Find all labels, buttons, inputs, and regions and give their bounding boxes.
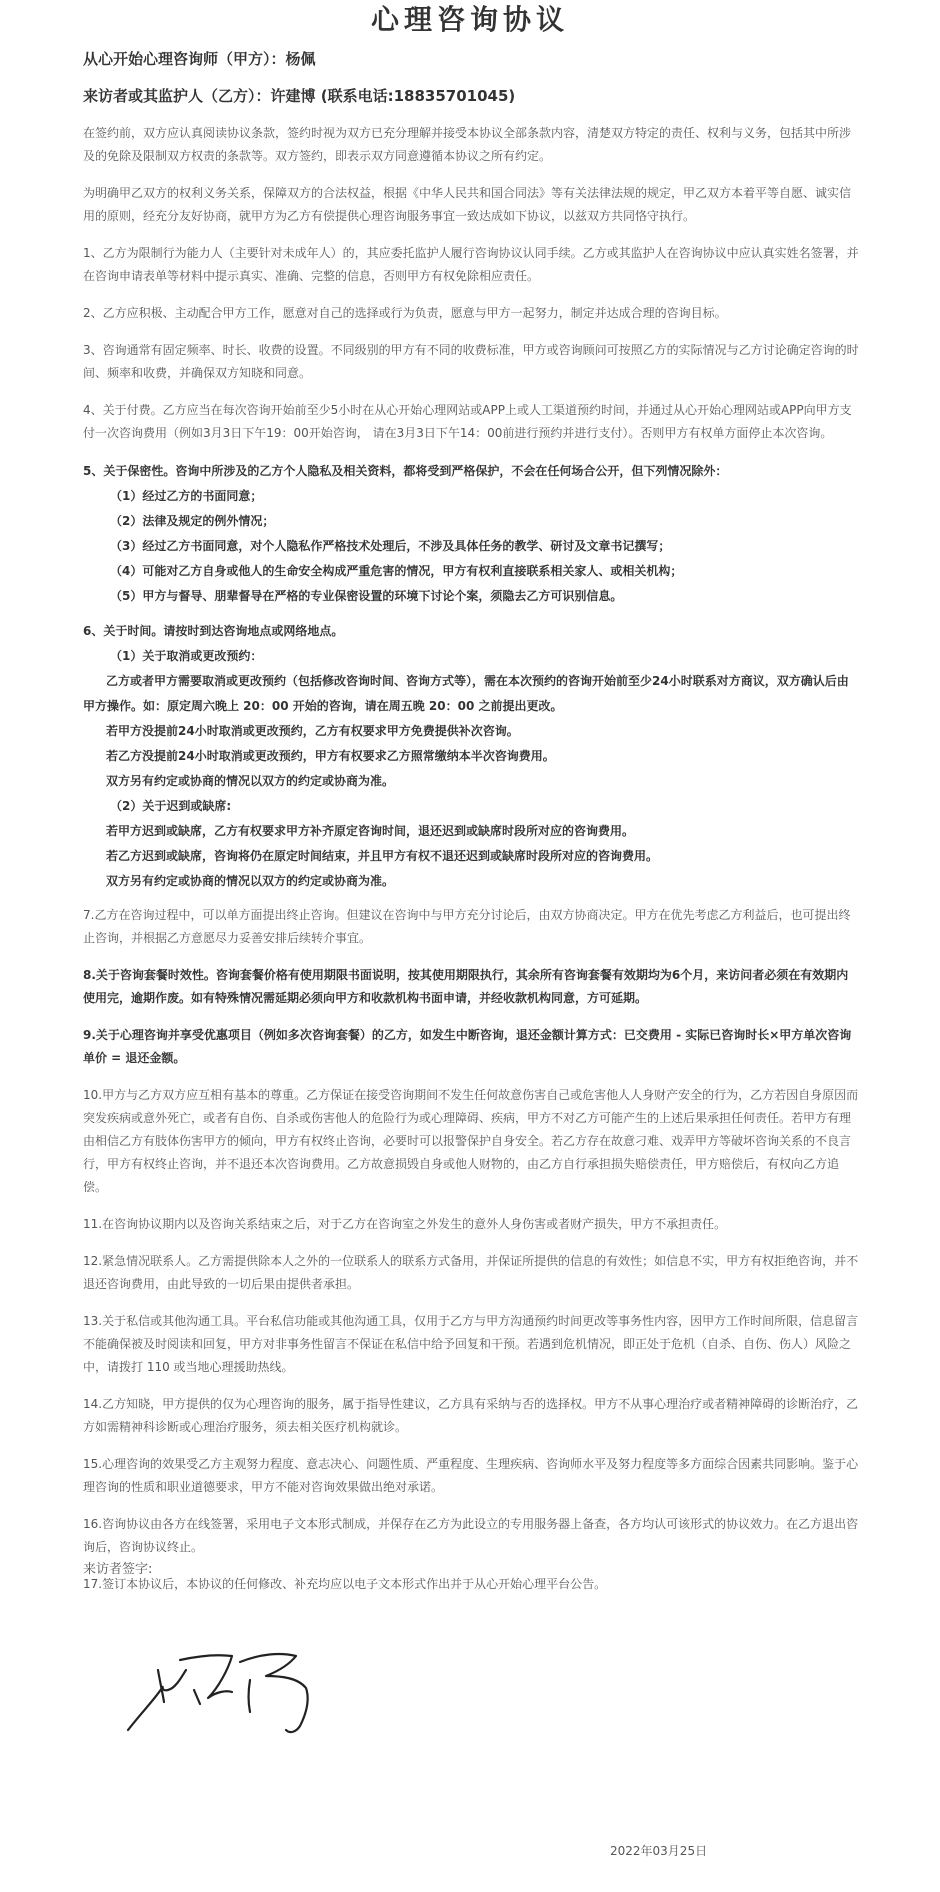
signature-label: 来访者签字: — [83, 1562, 153, 1577]
clause-17: 17.签订本协议后，本协议的任何修改、补充均应以电子文本形式作出并于从心开始心理平台公告。 — [83, 1577, 607, 1591]
clause-6-head: 6、关于时间。请按时到达咨询地点或网络地点。 — [83, 624, 344, 638]
clause-5-item: （1）经过乙方的书面同意； — [110, 489, 263, 503]
clause-5-head: 5、关于保密性。咨询中所涉及的乙方个人隐私及相关资料，都将受到严格保护，不会在任何场合公开，但下列情况除外： — [83, 464, 728, 478]
clause-5-item: （4）可能对乙方自身或他人的生命安全构成严重危害的情况，甲方有权利直接联系相关家人、或相关机构； — [110, 564, 683, 578]
clause-6-sub-cancel: （1）关于取消或更改预约： — [110, 649, 263, 663]
sign-date: 2022年03月25日 — [610, 1844, 708, 1858]
clause-11: 11.在咨询协议期内以及咨询关系结束之后，对于乙方在咨询室之外发生的意外人身伤害或者财产损失，甲方不承担责任。 — [83, 1217, 727, 1231]
clause-15: 15.心理咨询的效果受乙方主观努力程度、意志决心、问题性质、严重程度、生理疾病、咨询师水平及努力程度等多方面综合因素共同影响。鉴于心理咨询的性质和职业道德要求，甲方不能对咨询效果做出绝对承诺。 — [83, 1457, 859, 1494]
clause-6-late-line: 若乙方迟到或缺席，咨询将仍在原定时间结束，并且甲方有权不退还迟到或缺席时段所对应的咨询费用。 — [106, 849, 659, 863]
clause-6-late-line: 若甲方迟到或缺席，乙方有权要求甲方补齐原定咨询时间，退还迟到或缺席时段所对应的咨询费用。 — [106, 824, 635, 838]
clause-12: 12.紧急情况联系人。乙方需提供除本人之外的一位联系人的联系方式备用，并保证所提供的信息的有效性；如信息不实，甲方有权拒绝咨询，并不退还咨询费用，由此导致的一切后果由提供者承担。 — [83, 1254, 859, 1291]
handwritten-signature — [120, 1630, 330, 1740]
intro-paragraph: 在签约前，双方应认真阅读协议条款，签约时视为双方已充分理解并接受本协议全部条款内容，清楚双方特定的责任、权利与义务，包括其中所涉及的免除及限制双方权责的条款等。双方签约，即表示双方同意遵循本协议之所有约定。 — [83, 126, 852, 163]
clause-2: 2、乙方应积极、主动配合甲方工作，愿意对自己的选择或行为负责，愿意与甲方一起努力，制定并达成合理的咨询目标。 — [83, 306, 727, 320]
clause-1: 1、乙方为限制行为能力人（主要针对未成年人）的，其应委托监护人履行咨询协议认同手续。乙方或其监护人在咨询协议中应认真实姓名签署，并在咨询申请表单等材料中提示真实、准确、完整的信息，否则甲方有权免除相应责任。 — [83, 246, 859, 283]
agreement-body — [83, 48, 859, 1610]
clause-5-item: （5）甲方与督导、朋辈督导在严格的专业保密设置的环境下讨论个案，须隐去乙方可识别信息。 — [110, 589, 623, 603]
clause-6 — [83, 619, 859, 894]
clause-13: 13.关于私信或其他沟通工具。平台私信功能或其他沟通工具，仅用于乙方与甲方沟通预约时间更改等事务性内容，因甲方工作时间所限，信息留言不能确保被及时阅读和回复，甲方对非事务性留言不保证在私信中给予回复和干预。若遇到危机情况，即正处于危机（自杀、自伤、伤人）风险之中，请拨打 110 或当地心理援助热线。 — [83, 1314, 859, 1374]
clause-14: 14.乙方知晓，甲方提供的仅为心理咨询的服务，属于指导性建议，乙方具有采纳与否的选择权。甲方不从事心理治疗或者精神障碍的诊断治疗，乙方如需精神科诊断或心理治疗服务，须去相关医疗机构就诊。 — [83, 1397, 859, 1434]
clause-16: 16.咨询协议由各方在线签署，采用电子文本形式制成，并保存在乙方为此设立的专用服务器上备查，各方均认可该形式的协议效力。在乙方退出咨询后，咨询协议终止。 — [83, 1517, 859, 1554]
party-a: 从心开始心理咨询师（甲方）：杨佩 — [83, 50, 316, 68]
clause-5 — [83, 459, 859, 609]
clause-6-cancel-line: 若乙方没提前24小时取消或更改预约，甲方有权要求乙方照常缴纳本半次咨询费用。 — [106, 749, 555, 763]
page-title: 心理咨询协议 — [370, 3, 569, 36]
clause-6-cancel-text: 乙方或者甲方需要取消或更改预约（包括修改咨询时间、咨询方式等），需在本次预约的咨询开始前至少24小时联系对方商议，双方确认后由甲方操作。如：原定周六晚上 20：00 开始的咨询，请在周五晚 20：00 之前提出更改。 — [83, 674, 849, 713]
clause-3: 3、咨询通常有固定频率、时长、收费的设置。不同级别的甲方有不同的收费标准，甲方或咨询顾问可按照乙方的实际情况与乙方讨论确定咨询的时间、频率和收费，并确保双方知晓和同意。 — [83, 343, 859, 380]
clause-4: 4、关于付费。乙方应当在每次咨询开始前至少5小时在从心开始心理网站或APP上或人工渠道预约时间，并通过从心开始心理网站或APP向甲方支付一次咨询费用（例如3月3日下午19：00开始咨询， 请在3月3日下午14：00前进行预约并进行支付）。否则甲方有权单方面停止本次咨询。 — [83, 403, 852, 440]
clause-9: 9.关于心理咨询并享受优惠项目（例如多次咨询套餐）的乙方，如发生中断咨询，退还金额计算方式：已交费用 - 实际已咨询时长×甲方单次咨询单价 = 退还金额。 — [83, 1028, 852, 1065]
clause-6-late-line: 双方另有约定或协商的情况以双方的约定或协商为准。 — [106, 874, 395, 888]
clause-6-sub-late: （2）关于迟到或缺席: — [110, 799, 232, 813]
party-b: 来访者或其监护人（乙方）：许建博 (联系电话:18835701045) — [83, 87, 516, 105]
intro-paragraph: 为明确甲乙双方的权利义务关系，保障双方的合法权益，根据《中华人民共和国合同法》等有关法律法规的规定，甲乙双方本着平等自愿、诚实信用的原则，经充分友好协商，就甲方为乙方有偿提供心理咨询服务事宜一致达成如下协议，以兹双方共同恪守执行。 — [83, 186, 852, 223]
clause-6-cancel-line: 双方另有约定或协商的情况以双方的约定或协商为准。 — [106, 774, 395, 788]
clause-5-item: （2）法律及规定的例外情况； — [110, 514, 275, 528]
clause-6-cancel-line: 若甲方没提前24小时取消或更改预约，乙方有权要求甲方免费提供补次咨询。 — [106, 724, 519, 738]
clause-10: 10.甲方与乙方双方应互相有基本的尊重。乙方保证在接受咨询期间不发生任何故意伤害自己或危害他人人身财产安全的行为，乙方若因自身原因而突发疾病或意外死亡，或者有自伤、自杀或伤害他人的危险行为或心理障碍、疾病，甲方不对乙方可能产生的上述后果承担任何责任。若甲方有理由相信乙方有肢体伤害甲方的倾向，甲方有权终止咨询，必要时可以报警保护自身安全。若乙方存在故意刁难、戏弄甲方等破坏咨询关系的不良言行，甲方有权终止咨询，并不退还本次咨询费用。乙方故意损毁自身或他人财物的，由乙方自行承担损失赔偿责任，甲方赔偿后，有权向乙方追偿。 — [83, 1088, 859, 1194]
clause-8: 8.关于咨询套餐时效性。咨询套餐价格有使用期限书面说明，按其使用期限执行，其余所有咨询套餐有效期均为6个月，来访问者必须在有效期内使用完，逾期作废。如有特殊情况需延期必须向甲方和收款机构书面申请，并经收款机构同意，方可延期。 — [83, 968, 849, 1005]
clause-7: 7.乙方在咨询过程中，可以单方面提出终止咨询。但建议在咨询中与甲方充分讨论后，由双方协商决定。甲方在优先考虑乙方利益后，也可提出终止咨询，并根据乙方意愿尽力妥善安排后续转介事宜。 — [83, 908, 851, 945]
clause-5-item: （3）经过乙方书面同意，对个人隐私作严格技术处理后，不涉及具体任务的教学、研讨及文章书记撰写； — [110, 539, 671, 553]
